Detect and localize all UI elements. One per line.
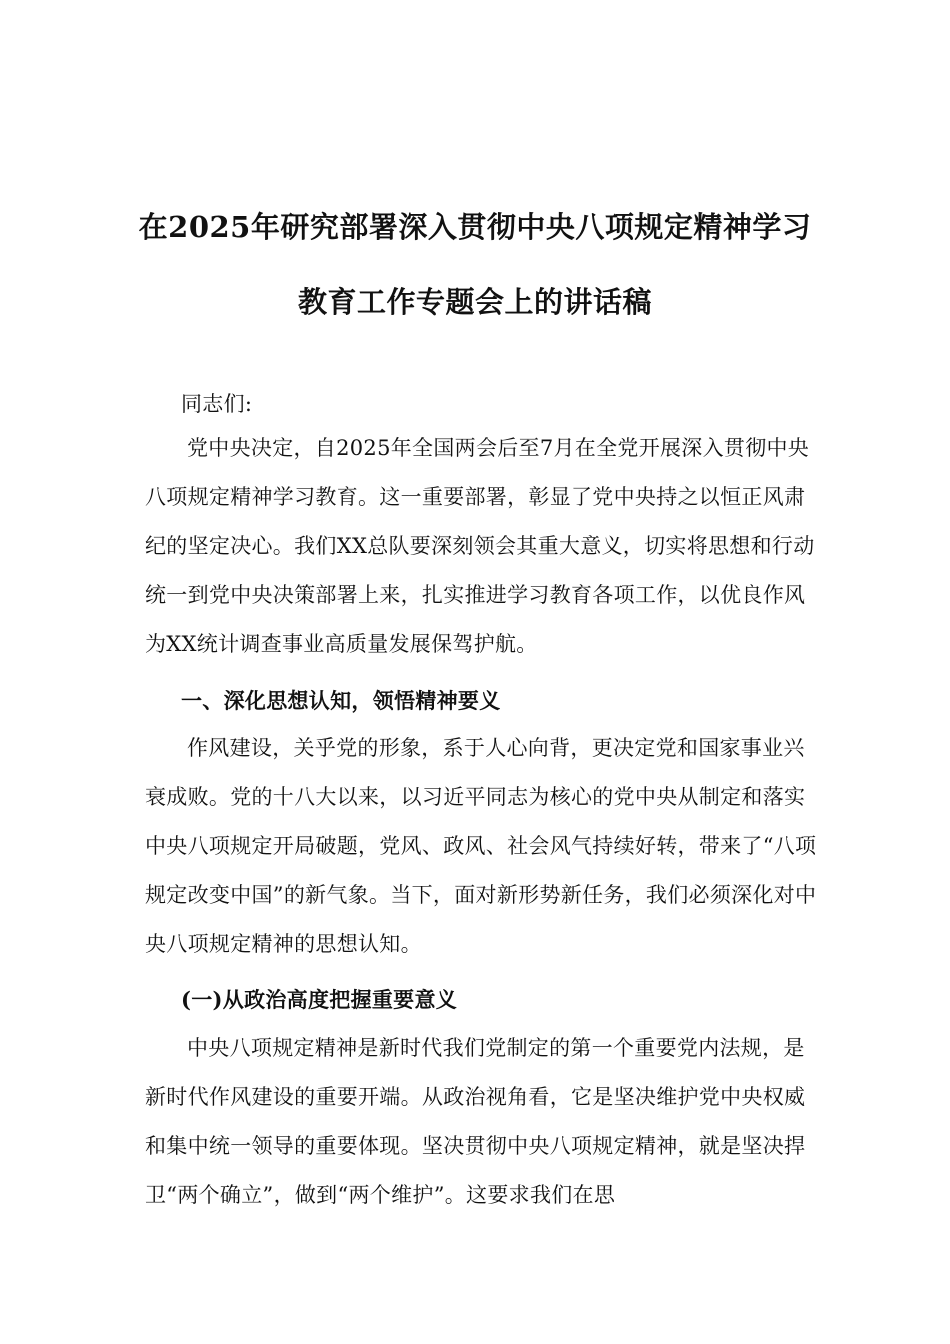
paragraph-section-1: 作风建设，关乎党的形象，系于人心向背，更决定党和国家事业兴衰成败。党的十八大以来，以习近平同志为核心的党中央从制定和落实中央八项规定开局破题，党风、政风、社会风气持续好转，带来了“八项规定改变中国”的新气象。当下，面对新形势新任务，我们必须深化对中央八项规定精神的思想认知。	[145, 736, 817, 956]
document-title-line-1: 在2025年研究部署深入贯彻中央八项规定精神学习	[138, 210, 812, 244]
salutation: 同志们:	[181, 392, 253, 416]
section-heading-1: 一、深化思想认知，领悟精神要义	[181, 688, 501, 713]
paragraph-intro: 党中央决定，自2025年全国两会后至7月在全党开展深入贯彻中央八项规定精神学习教育。这一重要部署，彰显了党中央持之以恒正风肃纪的坚定决心。我们XX总队要深刻领会其重大意义，切实将思想和行动统一到党中央决策部署上来，扎实推进学习教育各项工作，以优良作风为XX统计调查事业高质量发展保驾护航。	[145, 436, 815, 656]
document-title-line-2: 教育工作专题会上的讲话稿	[297, 285, 652, 319]
subsection-heading-1: (一)从政治高度把握重要意义	[181, 987, 458, 1012]
paragraph-subsection-1: 中央八项规定精神是新时代我们党制定的第一个重要党内法规，是新时代作风建设的重要开端。从政治视角看，它是坚决维护党中央权威和集中统一领导的重要体现。坚决贯彻中央八项规定精神，就是坚决捍卫“两个确立”，做到“两个维护”。这要求我们在思	[145, 1036, 806, 1207]
